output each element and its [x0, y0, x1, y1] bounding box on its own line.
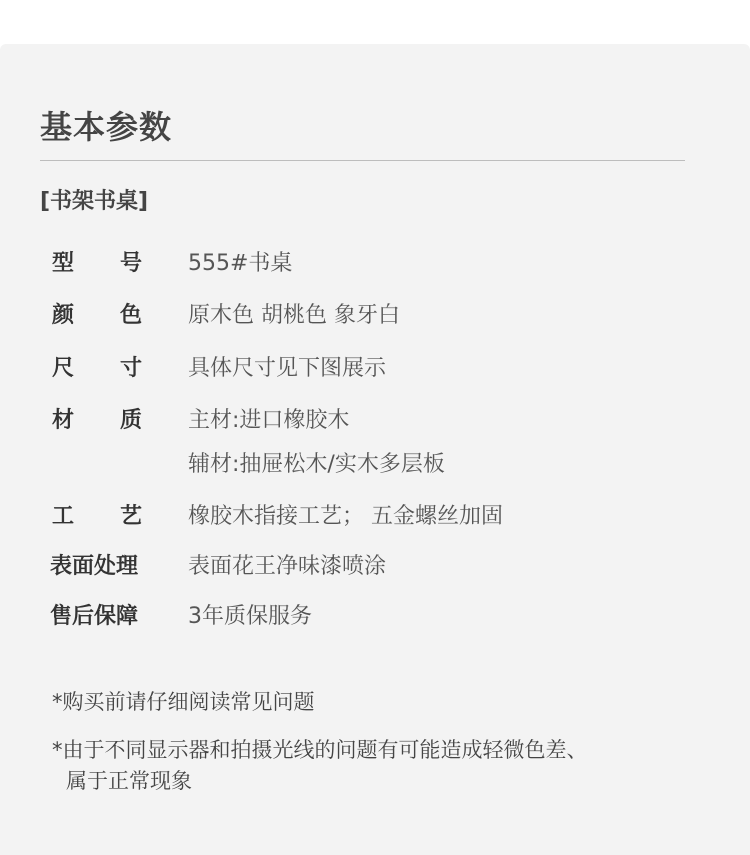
spec-label: 表面处理 — [50, 554, 139, 579]
spec-value: 辅材:抽屉松木/实木多层板 — [188, 452, 445, 477]
title-divider — [40, 160, 685, 161]
note-line: *购买前请仔细阅读常见问题 — [52, 690, 315, 714]
spec-value: 表面花王净味漆喷涂 — [188, 554, 387, 579]
spec-label-char: 色 — [120, 303, 143, 328]
spec-row-surface — [0, 549, 750, 581]
note-line: 属于正常现象 — [66, 769, 192, 793]
spec-value: 主材:进口橡胶木 — [188, 408, 350, 433]
spec-row-material — [0, 403, 750, 435]
spec-row-warranty — [0, 599, 750, 631]
spec-row-color — [0, 298, 750, 330]
section-title: [书架书桌] — [40, 189, 149, 214]
spec-value: 3年质保服务 — [188, 604, 312, 629]
spec-value: 具体尺寸见下图展示 — [188, 356, 387, 381]
spec-label-char: 型 — [52, 251, 75, 276]
spec-label-char: 工 — [52, 504, 75, 529]
spec-label-char: 质 — [120, 408, 143, 433]
note-line: *由于不同显示器和拍摄光线的问题有可能造成轻微色差、 — [52, 738, 588, 762]
page-title: 基本参数 — [40, 108, 173, 146]
spec-label-char: 颜 — [52, 303, 75, 328]
spec-value: 橡胶木指接工艺； 五金螺丝加固 — [188, 504, 503, 529]
spec-label-char: 号 — [120, 251, 143, 276]
spec-value: 原木色 胡桃色 象牙白 — [188, 303, 400, 328]
spec-label-char: 艺 — [120, 504, 143, 529]
spec-row-material-secondary — [0, 447, 750, 479]
spec-row-size — [0, 351, 750, 383]
spec-label-char: 寸 — [120, 356, 143, 381]
spec-row-model — [0, 246, 750, 278]
spec-value: 555#书桌 — [188, 251, 293, 276]
spec-row-craft — [0, 499, 750, 531]
spec-label-char: 尺 — [52, 356, 75, 381]
spec-label-char: 材 — [52, 408, 75, 433]
spec-label: 售后保障 — [50, 604, 139, 629]
